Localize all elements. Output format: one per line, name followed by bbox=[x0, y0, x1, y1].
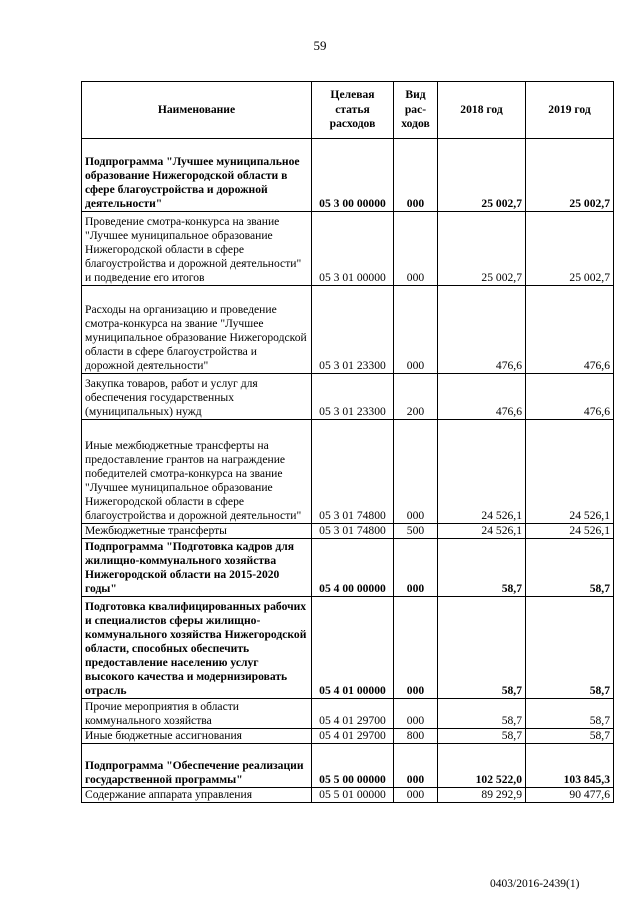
table-row bbox=[82, 788, 614, 803]
table-row bbox=[82, 524, 614, 539]
row-amount-2019: 58,7 bbox=[526, 597, 614, 699]
row-name: Иные бюджетные ассигнования bbox=[82, 729, 312, 744]
row-name: Прочие мероприятия в области коммунального хозяйства bbox=[82, 699, 312, 729]
row-expense-kind: 000 bbox=[394, 212, 438, 286]
row-amount-2019: 24 526,1 bbox=[526, 524, 614, 539]
header-2019: 2019 год bbox=[526, 82, 614, 139]
row-expense-kind: 000 bbox=[394, 699, 438, 729]
table-row bbox=[82, 139, 614, 212]
row-target-article: 05 5 01 00000 bbox=[312, 788, 394, 803]
table-row bbox=[82, 539, 614, 597]
table-row bbox=[82, 699, 614, 729]
row-amount-2018: 89 292,9 bbox=[438, 788, 526, 803]
row-amount-2019: 103 845,3 bbox=[526, 744, 614, 788]
row-amount-2018: 25 002,7 bbox=[438, 139, 526, 212]
row-amount-2019: 24 526,1 bbox=[526, 420, 614, 524]
row-expense-kind: 000 bbox=[394, 744, 438, 788]
row-expense-kind: 200 bbox=[394, 374, 438, 420]
row-amount-2018: 102 522,0 bbox=[438, 744, 526, 788]
document-code: 0403/2016-2439(1) bbox=[490, 878, 580, 890]
table-header-row bbox=[82, 82, 614, 139]
table-row bbox=[82, 286, 614, 374]
row-expense-kind: 500 bbox=[394, 524, 438, 539]
row-amount-2018: 24 526,1 bbox=[438, 524, 526, 539]
row-expense-kind: 000 bbox=[394, 788, 438, 803]
row-name: Иные межбюджетные трансферты на предоставление грантов на награждение победителей смотра-конкурса на звание "Лучшее муниципальное образование Нижегородской области в сфере благоустройства и дорожной деятельности" bbox=[82, 420, 312, 524]
row-expense-kind: 000 bbox=[394, 139, 438, 212]
table-row bbox=[82, 597, 614, 699]
row-target-article: 05 3 00 00000 bbox=[312, 139, 394, 212]
row-name: Подпрограмма "Лучшее муниципальное образование Нижегородской области в сфере благоустройства и дорожной деятельности" bbox=[82, 139, 312, 212]
row-name: Проведение смотра-конкурса на звание "Лучшее муниципальное образование Нижегородской области в сфере благоустройства и дорожной деятельности" и подведение его итогов bbox=[82, 212, 312, 286]
row-expense-kind: 000 bbox=[394, 597, 438, 699]
header-2018: 2018 год bbox=[438, 82, 526, 139]
row-expense-kind: 000 bbox=[394, 420, 438, 524]
table-row bbox=[82, 212, 614, 286]
row-amount-2019: 25 002,7 bbox=[526, 139, 614, 212]
row-name: Межбюджетные трансферты bbox=[82, 524, 312, 539]
header-name: Наименование bbox=[82, 82, 312, 139]
row-target-article: 05 3 01 00000 bbox=[312, 212, 394, 286]
row-amount-2018: 25 002,7 bbox=[438, 212, 526, 286]
page-number: 59 bbox=[313, 38, 327, 53]
row-name: Закупка товаров, работ и услуг для обеспечения государственных (муниципальных) нужд bbox=[82, 374, 312, 420]
table-body bbox=[82, 139, 614, 803]
header-expense-kind: Вид рас-ходов bbox=[394, 82, 438, 139]
row-name: Подпрограмма "Обеспечение реализации государственной программы" bbox=[82, 744, 312, 788]
row-target-article: 05 4 01 00000 bbox=[312, 597, 394, 699]
row-amount-2019: 476,6 bbox=[526, 374, 614, 420]
row-name: Подпрограмма "Подготовка кадров для жилищно-коммунального хозяйства Нижегородской области на 2015-2020 годы" bbox=[82, 539, 312, 597]
header-target-article: Целевая статья расходов bbox=[312, 82, 394, 139]
table-row bbox=[82, 729, 614, 744]
row-amount-2018: 476,6 bbox=[438, 286, 526, 374]
row-expense-kind: 800 bbox=[394, 729, 438, 744]
row-expense-kind: 000 bbox=[394, 286, 438, 374]
row-name: Содержание аппарата управления bbox=[82, 788, 312, 803]
table-row bbox=[82, 374, 614, 420]
row-target-article: 05 3 01 74800 bbox=[312, 420, 394, 524]
row-amount-2018: 58,7 bbox=[438, 539, 526, 597]
row-amount-2019: 58,7 bbox=[526, 729, 614, 744]
row-target-article: 05 4 01 29700 bbox=[312, 699, 394, 729]
row-target-article: 05 3 01 23300 bbox=[312, 374, 394, 420]
row-name: Подготовка квалифицированных рабочих и специалистов сферы жилищно-коммунального хозяйства Нижегородской области, способных обеспечить предоставление населению услуг высокого качества и модернизировать отрасль bbox=[82, 597, 312, 699]
row-target-article: 05 4 01 29700 bbox=[312, 729, 394, 744]
row-amount-2019: 58,7 bbox=[526, 539, 614, 597]
row-amount-2018: 58,7 bbox=[438, 729, 526, 744]
row-target-article: 05 3 01 74800 bbox=[312, 524, 394, 539]
row-amount-2018: 476,6 bbox=[438, 374, 526, 420]
row-name: Расходы на организацию и проведение смотра-конкурса на звание "Лучшее муниципальное образование Нижегородской области в сфере благоустройства и дорожной деятельности" bbox=[82, 286, 312, 374]
row-amount-2019: 476,6 bbox=[526, 286, 614, 374]
row-expense-kind: 000 bbox=[394, 539, 438, 597]
row-target-article: 05 3 01 23300 bbox=[312, 286, 394, 374]
row-amount-2018: 58,7 bbox=[438, 597, 526, 699]
row-amount-2018: 24 526,1 bbox=[438, 420, 526, 524]
row-amount-2018: 58,7 bbox=[438, 699, 526, 729]
row-amount-2019: 25 002,7 bbox=[526, 212, 614, 286]
table-row bbox=[82, 744, 614, 788]
row-amount-2019: 58,7 bbox=[526, 699, 614, 729]
row-amount-2019: 90 477,6 bbox=[526, 788, 614, 803]
row-target-article: 05 5 00 00000 bbox=[312, 744, 394, 788]
row-target-article: 05 4 00 00000 bbox=[312, 539, 394, 597]
table-row bbox=[82, 420, 614, 524]
budget-table bbox=[81, 81, 614, 803]
